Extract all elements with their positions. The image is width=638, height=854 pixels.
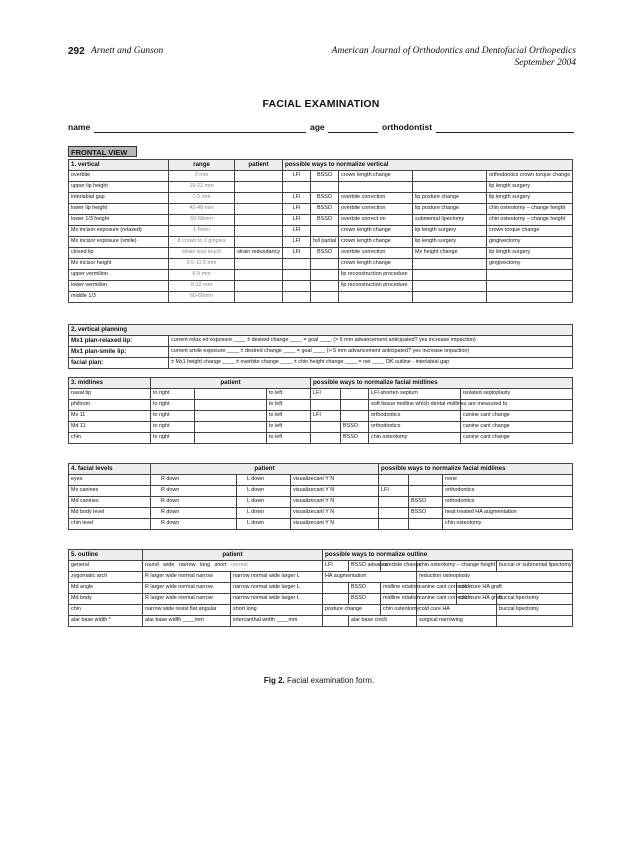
way-1 [311,400,341,411]
row-label: upper lip height [69,182,169,193]
way-1: LFI [379,486,409,497]
way-1: LFI [283,215,311,226]
orthodontist-label: orthodontist [382,122,433,132]
row-label: Mx incisor height [69,259,169,270]
way-3: overbite correct on [339,215,413,226]
way-3 [339,292,413,303]
outline-way: cold cure HA [417,605,497,616]
way-2: BSSO [311,248,339,259]
way-2 [341,411,369,422]
way-4: lip posture change [413,204,487,215]
row-label: interlabial gap [69,193,169,204]
orthodontist-field[interactable] [436,132,574,133]
way-4: Mx height change [413,248,487,259]
journal-title: American Journal of Orthodontics and Dentofacial Orthopedics [331,46,576,56]
form-title: FACIAL EXAMINATION [262,98,380,110]
way-2: BSSO [311,171,339,182]
s4-header-ways: possible ways to normalize facial midlines [379,464,573,475]
way-3: crown length change [339,171,413,182]
way-1 [379,508,409,519]
way-2: BSSO [409,508,443,519]
row-label: Md canines [69,497,151,508]
opt-long[interactable]: long [199,562,211,569]
table-row [69,171,573,182]
range-value: 8 crown to 2 gingiva [169,237,235,248]
row-label: chin level [69,519,151,530]
row-label: upper vermilion [69,270,169,281]
outline-way: BSSO [349,583,381,594]
table-row [69,182,573,193]
outline-way: buccal lipectomy [497,605,573,616]
outline-row-left[interactable]: narrow normal wide larger L [231,594,323,605]
left-option[interactable]: to left [267,389,311,400]
s3-header-title: 3. midlines [69,378,151,389]
table-row [69,475,573,486]
outline-row-left[interactable]: intercanthal width ____mm [231,616,323,627]
patient-value[interactable] [235,281,283,292]
outline-way: cold cure HA graft [457,583,573,594]
outline-way: cold cure HA graft [457,594,497,605]
way-4 [413,182,487,193]
patient-value[interactable] [235,204,283,215]
row-label: eyes [69,475,151,486]
row-label: Mx 11 [69,411,151,422]
facial-plan-formula[interactable]: ± Mx1 height change ____ ± overbite change ____ ± chin height change ____ = net ____ OK outline - interlabial gap [169,358,573,369]
range-value: 19-22 mm [169,182,235,193]
right-option[interactable]: R down [151,497,237,508]
table-row [69,422,573,433]
row-label: closed lip [69,248,169,259]
outline-way-chin: chin osteotomy – change height [417,561,497,572]
patient-info-line [68,122,574,136]
way-1: LFI [283,248,311,259]
outline-row-left[interactable]: narrow normal wide larger L [231,572,323,583]
outline-general-label: general [69,561,143,572]
way-3: orthodontics [369,422,461,433]
way-4: canine cant change [461,411,573,422]
way-4 [413,171,487,182]
outline-row-label: alar base width * [69,616,143,627]
way-2 [341,400,369,411]
way-4: lip length surgery [413,226,487,237]
outline-table [68,549,573,627]
way-4 [413,270,487,281]
blank-field[interactable] [195,433,267,444]
table-row [69,204,573,215]
table-row [69,497,573,508]
way-5 [487,292,573,303]
left-option[interactable]: to left [267,433,311,444]
way-3: crown length change [339,237,413,248]
outline-row-label: zygomatic arch [69,572,143,583]
way-2 [409,519,443,530]
range-value: 6-9 mm [169,270,235,281]
blank-field[interactable] [195,422,267,433]
outline-way: posture change [323,605,381,616]
outline-row-label: Md body [69,594,143,605]
opt-narrow[interactable]: narrow [178,562,196,569]
outline-way-lipectomy: buccal or submental lipectomy [497,561,573,572]
way-5: lip length surgery [487,193,573,204]
way-1 [283,270,311,281]
way-3: orthodontics [369,411,461,422]
way-4: submental lipectomy [413,215,487,226]
range-value: strain less touch [169,248,235,259]
right-option[interactable]: to right [151,433,195,444]
outline-way: surgical narrowing [417,616,497,627]
outline-row-label: Md angle [69,583,143,594]
s5-header-patient: patient [143,550,323,561]
way-1: LFI [311,389,341,400]
s1-header-ways: possible ways to normalize vertical [283,160,573,171]
table-row [69,215,573,226]
way-4 [413,259,487,270]
way-1 [283,281,311,292]
right-option[interactable]: to right [151,400,195,411]
outline-way: buccal lipectomy [497,594,573,605]
way-2: BSSO [409,497,443,508]
s4-header-patient: patient [151,464,379,475]
left-option[interactable]: L down [237,475,291,486]
way-3: LFI-shorten septum [369,389,461,400]
opt-normal[interactable]: normal [231,562,248,569]
left-option[interactable]: to left [267,422,311,433]
way-2 [341,389,369,400]
outline-way: canine cant correction [417,583,457,594]
outline-way: canine cant correction [417,594,457,605]
outline-way [323,583,349,594]
patient-value[interactable] [235,270,283,281]
outline-way: midline rotation [381,594,417,605]
age-label: age [310,122,325,132]
outline-way [497,616,573,627]
way-1: LFI [283,237,311,248]
patient-value[interactable] [235,259,283,270]
s1-header-range: range [169,160,235,171]
range-value: 8-12 mm [169,281,235,292]
way-1: LFI [311,411,341,422]
s1-header-patient: patient [235,160,283,171]
way-2 [311,226,339,237]
outline-way-bsso: BSSO advance [349,561,381,572]
outline-way [323,616,349,627]
way-3: overbite correction [339,248,413,259]
outline-way-lfi: LFI [323,561,349,572]
vertical-table [68,159,573,303]
table-row [69,270,573,281]
way-3: none [443,475,573,486]
right-option[interactable]: to right [151,422,195,433]
patient-value[interactable]: strain redundancy [235,248,283,259]
way-3: soft tissue midline which dental midlines are measured to [369,400,461,411]
way-4: lip posture change [413,193,487,204]
way-5: lip length surgery [487,182,573,193]
table-row [69,519,573,530]
way-3: overbite correction [339,204,413,215]
plan-relaxed-formula[interactable]: current relax ed exposure ____ ± desired change ____ = goal ____ (> 5 mm advancement anticipated? yes increase impaction) [169,336,573,347]
opt-round[interactable]: round [145,562,159,569]
way-5: gingivectomy [487,237,573,248]
outline-way: alar base cinch [349,616,417,627]
left-option[interactable]: to left [267,400,311,411]
blank-field[interactable] [195,389,267,400]
visualize-cant[interactable]: visualizecant Y N [291,497,379,508]
left-option[interactable]: L down [237,497,291,508]
caption-text: Facial examination form. [286,676,375,685]
row-label: Md 11 [69,422,151,433]
row-label: Mx incisor exposure (relaxed) [69,226,169,237]
patient-value[interactable] [235,292,283,303]
s4-header-title: 4. facial levels [69,464,151,475]
way-3: crown length change [339,259,413,270]
plan-smile-label: Mx1 plan-smile lip: [69,347,169,358]
way-3: orthodontics [443,486,573,497]
way-3: chin osteotomy [443,519,573,530]
right-option[interactable]: to right [151,411,195,422]
patient-value[interactable] [235,193,283,204]
s5-header-title: 5. outline [69,550,143,561]
row-label: nasal tip [69,389,151,400]
way-4: lip length surgery [413,237,487,248]
way-1: LFI [283,193,311,204]
outline-way-overbite: overbite change [381,561,417,572]
table-row [69,237,573,248]
outline-row-left[interactable]: narrow normal wide larger L [231,583,323,594]
row-label: chin [69,433,151,444]
row-label: Mx canines [69,486,151,497]
way-2 [311,270,339,281]
table-row [69,486,573,497]
way-1: LFI [283,226,311,237]
outline-row-label: chin [69,605,143,616]
way-5: lip length surgery [487,248,573,259]
right-option[interactable]: R down [151,486,237,497]
row-label: overbite [69,171,169,182]
way-5: chin osteotomy – change height [487,204,573,215]
way-2 [311,182,339,193]
outline-row-right[interactable]: R larger wide normal narrow [143,594,231,605]
way-3: overbite correction [339,193,413,204]
way-4: isolated septoplasty [461,389,573,400]
way-1 [379,475,409,486]
patient-value[interactable] [235,215,283,226]
way-2 [409,486,443,497]
plan-smile-formula[interactable]: current smile exposure ____ ± desired change ____ = goal ____ (> 5 mm advancement anticipated? yes increase impaction) [169,347,573,358]
outline-row-right[interactable]: narrow wide resist flat angular [143,605,231,616]
way-3: orthodontics [443,497,573,508]
row-label: lower lip height [69,204,169,215]
way-2: BSSO [341,422,369,433]
way-2: BSSO [311,204,339,215]
range-value: 9.5-11.5 mm [169,259,235,270]
row-label: lower vermilion [69,281,169,292]
way-1 [311,422,341,433]
visualize-cant[interactable]: visualizecant Y N [291,508,379,519]
way-3: lip reconstruction procedure [339,270,413,281]
outline-general-options[interactable] [143,561,323,572]
way-5: crown torque change [487,226,573,237]
plan-relaxed-label: Mx1 plan-relaxed lip: [69,336,169,347]
s3-header-ways: possible ways to normalize facial midlines [311,378,573,389]
left-option[interactable]: L down [237,519,291,530]
way-5: orthodontics crown torque change [487,171,573,182]
way-5 [487,281,573,292]
caption-label: Fig 2. [263,676,285,685]
left-option[interactable]: to left [267,411,311,422]
journal-issue: September 2004 [514,58,576,68]
s3-header-patient: patient [151,378,311,389]
outline-way [323,594,349,605]
figure-caption [0,676,638,685]
right-option[interactable]: R down [151,508,237,519]
table-row [69,508,573,519]
left-option[interactable]: L down [237,486,291,497]
way-2 [311,259,339,270]
blank-field[interactable] [195,411,267,422]
table-row [69,400,573,411]
patient-value[interactable] [235,182,283,193]
facial-plan-label: facial plan: [69,358,169,369]
way-3 [339,182,413,193]
table-row [69,248,573,259]
outline-way: HA augmentation [323,572,417,583]
way-2 [409,475,443,486]
patient-value[interactable] [235,171,283,182]
range-value: 42-48 mm [169,204,235,215]
outline-way: chin osteotomy [381,605,417,616]
outline-way: BSSO [349,594,381,605]
range-value: 60-68mm [169,292,235,303]
way-3: lip reconstruction procedure [339,281,413,292]
way-1 [283,259,311,270]
opt-short[interactable]: short [214,562,227,569]
authors: Arnett and Gunson [91,46,164,56]
outline-row-left[interactable]: short long [231,605,323,616]
way-2 [311,292,339,303]
right-option[interactable]: R down [151,519,237,530]
way-4 [413,281,487,292]
page-number: 292 [68,46,85,57]
way-2: BSSO [311,215,339,226]
range-value: 60-68mm [169,215,235,226]
way-2: BSSO [311,193,339,204]
way-4: canine cant change [461,422,573,433]
way-1 [379,497,409,508]
outline-row-right[interactable]: R larger wide normal narrow [143,583,231,594]
row-label: Mx incisor exposure (smile) [69,237,169,248]
table-row [69,411,573,422]
way-2 [311,281,339,292]
way-1 [283,292,311,303]
way-3: heat treated HA augmentation [443,508,573,519]
right-option[interactable]: to right [151,389,195,400]
age-field[interactable] [328,132,378,133]
way-1 [379,519,409,530]
way-1 [311,433,341,444]
name-label: name [68,122,91,132]
right-option[interactable]: R down [151,475,237,486]
way-1: LFI [283,171,311,182]
way-4: canine cant change [461,433,573,444]
patient-value[interactable] [235,237,283,248]
s2-header: 2. vertical planning [69,325,573,336]
table-row [69,259,573,270]
frontal-view-label: FRONTAL VIEW [68,146,137,157]
visualize-cant[interactable]: visualizecant Y N [291,475,379,486]
way-5 [487,270,573,281]
outline-row-right[interactable]: alar base width ____mm [143,616,231,627]
way-1 [283,182,311,193]
row-label: middle 1/3 [69,292,169,303]
way-1: LFI [283,204,311,215]
way-2: full partial [311,237,339,248]
s5-header-ways: possible ways to normalize outline [323,550,573,561]
way-5: chin osteotomy – change height [487,215,573,226]
facial-examination-form [68,94,574,656]
table-row [69,281,573,292]
patient-value[interactable] [235,226,283,237]
table-row [69,389,573,400]
s1-header-title: 1. vertical [69,160,169,171]
vertical-planning-table [68,324,573,369]
row-label: Md body level [69,508,151,519]
outline-row-right[interactable]: R larger wide normal narrow [143,572,231,583]
range-value: 1-5mm [169,226,235,237]
row-label: philtrum [69,400,151,411]
blank-field[interactable] [195,400,267,411]
outline-way: reduction osteoplasty [417,572,573,583]
facial-levels-table [68,463,573,530]
midlines-table [68,377,573,444]
name-field[interactable] [94,132,306,133]
way-4 [413,292,487,303]
table-row [69,292,573,303]
range-value: 1-5 mm [169,193,235,204]
visualize-cant[interactable]: visualizecant Y N [291,519,379,530]
outline-way: midline rotation [381,583,417,594]
range-value: 3 mm [169,171,235,182]
way-3: crown length change [339,226,413,237]
way-3: chin osteotomy [369,433,461,444]
row-label: lower 1/3 height [69,215,169,226]
way-2: BSSO [341,433,369,444]
opt-wide[interactable]: wide [163,562,175,569]
table-row [69,226,573,237]
left-option[interactable]: L down [237,508,291,519]
visualize-cant[interactable]: visualizecant Y N [291,486,379,497]
way-5: gingivectomy [487,259,573,270]
table-row [69,193,573,204]
table-row [69,433,573,444]
